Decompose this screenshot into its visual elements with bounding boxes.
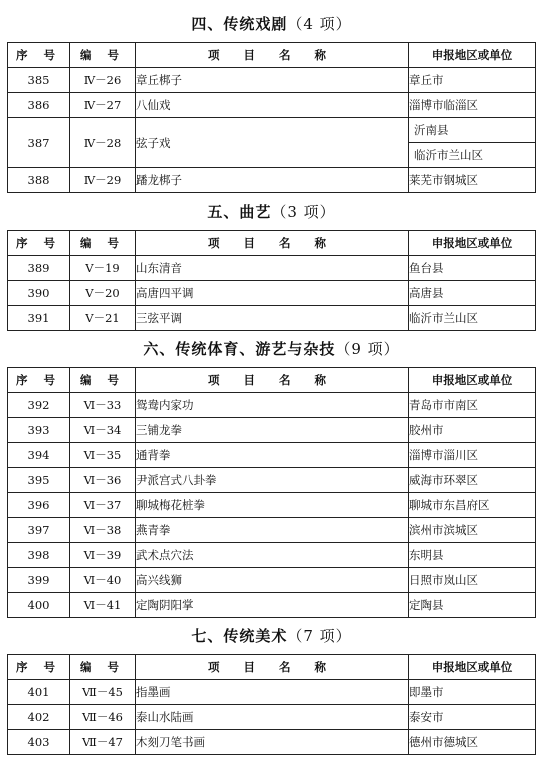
- table-row: [8, 168, 536, 193]
- row-seq: 401: [8, 680, 70, 705]
- table-row: [8, 593, 536, 618]
- row-region: 青岛市市南区: [409, 393, 536, 418]
- header-seq: 序 号: [8, 231, 70, 256]
- section-count: （7 项）: [287, 627, 352, 645]
- table-row: [8, 468, 536, 493]
- row-seq: 397: [8, 518, 70, 543]
- header-code: 编 号: [70, 655, 136, 680]
- row-name: 木刻刀笔书画: [136, 730, 409, 755]
- row-code: Ⅴ－21: [70, 306, 136, 331]
- row-region: 莱芜市钢城区: [409, 168, 536, 193]
- row-name: 蹯龙梆子: [136, 168, 409, 193]
- header-name: 项 目 名 称: [136, 655, 409, 680]
- table-row: [8, 543, 536, 568]
- header-name: 项 目 名 称: [136, 368, 409, 393]
- table-header-row: [8, 43, 536, 68]
- section-table: [7, 230, 536, 331]
- row-name: 鸳鸯内家功: [136, 393, 409, 418]
- section-count: （3 项）: [271, 203, 336, 221]
- header-region: 申报地区或单位: [409, 368, 536, 393]
- row-name: 通背拳: [136, 443, 409, 468]
- section-table: [7, 42, 536, 193]
- row-seq: 395: [8, 468, 70, 493]
- table-row: [8, 118, 536, 168]
- row-name: 定陶阴阳掌: [136, 593, 409, 618]
- table-row: [8, 281, 536, 306]
- row-region: 淄博市临淄区: [409, 93, 536, 118]
- row-region: 威海市环翠区: [409, 468, 536, 493]
- table-header-row: [8, 655, 536, 680]
- header-seq: 序 号: [8, 655, 70, 680]
- row-name: 章丘梆子: [136, 68, 409, 93]
- table-row: [8, 393, 536, 418]
- header-seq: 序 号: [8, 368, 70, 393]
- row-seq: 394: [8, 443, 70, 468]
- row-region: 滨州市滨城区: [409, 518, 536, 543]
- row-region: 德州市德城区: [409, 730, 536, 755]
- section-title: [0, 625, 543, 646]
- row-region: 泰安市: [409, 705, 536, 730]
- row-region-split: [409, 118, 536, 168]
- row-seq: 399: [8, 568, 70, 593]
- row-region: 鱼台县: [409, 256, 536, 281]
- row-code: Ⅵ－33: [70, 393, 136, 418]
- table-row: [8, 493, 536, 518]
- row-code: Ⅴ－19: [70, 256, 136, 281]
- row-region: 沂南县: [414, 123, 449, 137]
- header-name: 项 目 名 称: [136, 231, 409, 256]
- row-code: Ⅶ－46: [70, 705, 136, 730]
- row-code: Ⅵ－41: [70, 593, 136, 618]
- row-name: 高兴线狮: [136, 568, 409, 593]
- row-name: 泰山水陆画: [136, 705, 409, 730]
- row-name: 三弦平调: [136, 306, 409, 331]
- row-seq: 386: [8, 93, 70, 118]
- header-seq: 序 号: [8, 43, 70, 68]
- row-code: Ⅳ－29: [70, 168, 136, 193]
- table-row: [8, 256, 536, 281]
- row-seq: 385: [8, 68, 70, 93]
- row-seq: 400: [8, 593, 70, 618]
- table-row: [8, 93, 536, 118]
- row-seq: 389: [8, 256, 70, 281]
- row-name: 燕青拳: [136, 518, 409, 543]
- row-name: 尹派宫式八卦拳: [136, 468, 409, 493]
- row-region: 高唐县: [409, 281, 536, 306]
- header-name: 项 目 名 称: [136, 43, 409, 68]
- table-row: [8, 306, 536, 331]
- row-region: 即墨市: [409, 680, 536, 705]
- table-row: [8, 68, 536, 93]
- row-code: Ⅳ－28: [70, 118, 136, 168]
- row-region: 东明县: [409, 543, 536, 568]
- section-table: [7, 654, 536, 755]
- section-title: [0, 201, 543, 222]
- section-heading: 四、传统戏剧: [191, 15, 288, 33]
- row-seq: 391: [8, 306, 70, 331]
- row-name: 聊城梅花桩拳: [136, 493, 409, 518]
- header-region: 申报地区或单位: [409, 655, 536, 680]
- section-heading: 五、曲艺: [207, 203, 272, 221]
- row-seq: 392: [8, 393, 70, 418]
- row-code: Ⅵ－36: [70, 468, 136, 493]
- row-seq: 396: [8, 493, 70, 518]
- row-code: Ⅵ－34: [70, 418, 136, 443]
- row-name: 武术点穴法: [136, 543, 409, 568]
- header-region: 申报地区或单位: [409, 231, 536, 256]
- row-name: 高唐四平调: [136, 281, 409, 306]
- row-code: Ⅳ－26: [70, 68, 136, 93]
- row-seq: 390: [8, 281, 70, 306]
- table-row: [8, 518, 536, 543]
- row-region: 日照市岚山区: [409, 568, 536, 593]
- table-header-row: [8, 368, 536, 393]
- row-code: Ⅵ－40: [70, 568, 136, 593]
- row-seq: 398: [8, 543, 70, 568]
- row-code: Ⅶ－45: [70, 680, 136, 705]
- section-title: [0, 338, 543, 359]
- row-region: 胶州市: [409, 418, 536, 443]
- row-code: Ⅵ－38: [70, 518, 136, 543]
- row-region: 定陶县: [409, 593, 536, 618]
- row-name: 八仙戏: [136, 93, 409, 118]
- row-region: 临沂市兰山区: [409, 306, 536, 331]
- table-row: [8, 730, 536, 755]
- header-code: 编 号: [70, 43, 136, 68]
- row-region: 临沂市兰山区: [409, 142, 535, 167]
- row-code: Ⅳ－27: [70, 93, 136, 118]
- table-row: [8, 705, 536, 730]
- table-row: [8, 443, 536, 468]
- row-code: Ⅵ－39: [70, 543, 136, 568]
- header-region: 申报地区或单位: [409, 43, 536, 68]
- row-seq: 393: [8, 418, 70, 443]
- header-code: 编 号: [70, 368, 136, 393]
- row-name: 山东清音: [136, 256, 409, 281]
- section-count: （4 项）: [287, 15, 352, 33]
- row-code: Ⅵ－37: [70, 493, 136, 518]
- header-code: 编 号: [70, 231, 136, 256]
- row-name: 弦子戏: [136, 118, 409, 168]
- row-seq: 388: [8, 168, 70, 193]
- row-region: 淄博市淄川区: [409, 443, 536, 468]
- table-row: [8, 568, 536, 593]
- section-heading: 六、传统体育、游艺与杂技: [143, 340, 336, 358]
- row-name: 指墨画: [136, 680, 409, 705]
- section-count: （9 项）: [335, 340, 400, 358]
- row-seq: 387: [8, 118, 70, 168]
- section-title: [0, 13, 543, 34]
- row-region: 章丘市: [409, 68, 536, 93]
- table-header-row: [8, 231, 536, 256]
- row-region: 聊城市东昌府区: [409, 493, 536, 518]
- row-code: Ⅴ－20: [70, 281, 136, 306]
- section-table: [7, 367, 536, 618]
- row-name: 三铺龙拳: [136, 418, 409, 443]
- row-seq: 402: [8, 705, 70, 730]
- row-seq: 403: [8, 730, 70, 755]
- table-row: [8, 418, 536, 443]
- row-code: Ⅶ－47: [70, 730, 136, 755]
- table-row: [8, 680, 536, 705]
- row-code: Ⅵ－35: [70, 443, 136, 468]
- section-heading: 七、传统美术: [191, 627, 288, 645]
